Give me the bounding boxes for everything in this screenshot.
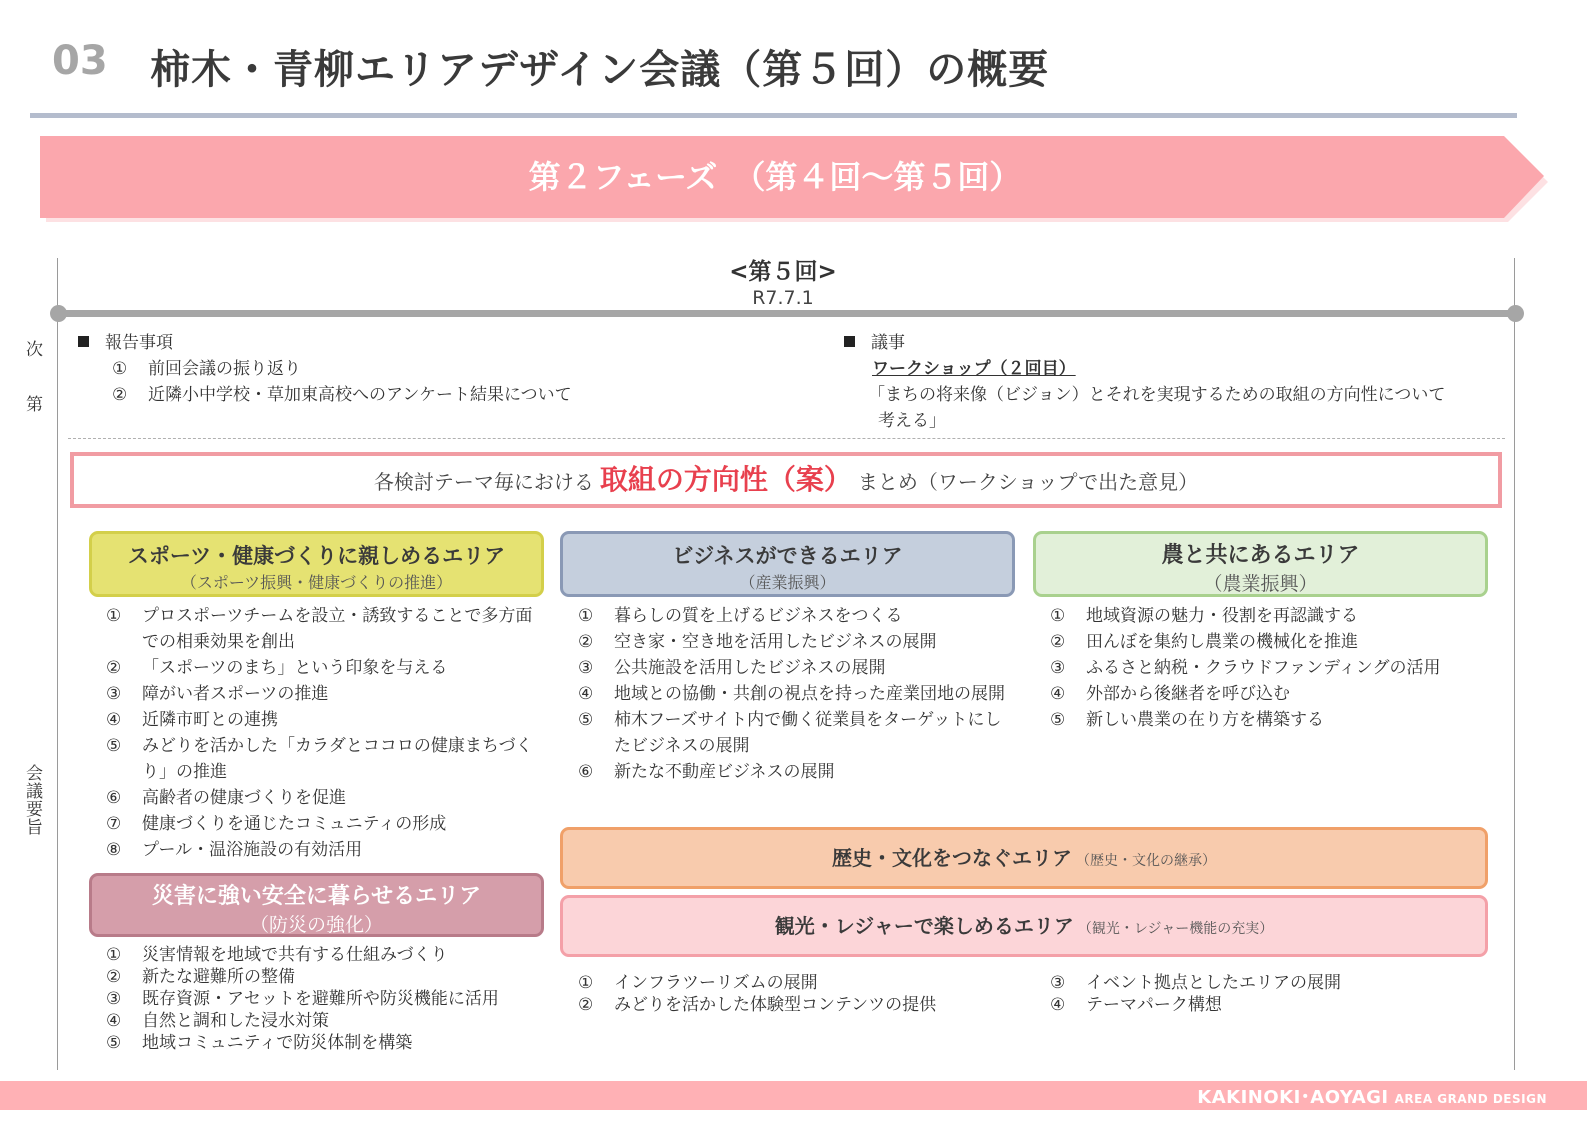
list-item: ④ 近隣市町との連携 (106, 710, 278, 730)
square-bullet-icon (78, 336, 89, 347)
list-item: ④ テーマパーク構想 (1050, 995, 1222, 1015)
phase-banner-text: 第２フェーズ （第４回～第５回） (528, 158, 1022, 196)
list-item: ③ ふるさと納税・クラウドファンディングの活用 (1050, 658, 1441, 678)
workshop-theme-line-2: 考える」 (878, 411, 946, 431)
summary-banner: 各検討テーマ毎における 取組の方向性（案） まとめ（ワークショップで出た意見） (70, 452, 1502, 508)
list-item: ⑤ みどりを活かした「カラダとココロの健康まちづくり」の推進 (106, 736, 533, 782)
list-item: ⑦ 健康づくりを通じたコミュニティの形成 (106, 814, 447, 834)
area-history-header: 歴史・文化をつなぐエリア （歴史・文化の継承） (560, 827, 1488, 889)
workshop-theme-line-1: 「まちの将来像（ビジョン）とそれを実現するための取組の方向性について (868, 385, 1446, 405)
list-item: ① 暮らしの質を上げるビジネスをつくる (578, 606, 903, 626)
timeline-bar (58, 310, 1516, 317)
area-agriculture-header: 農と共にあるエリア （農業振興） (1033, 531, 1488, 597)
timeline-end-dot (1507, 305, 1524, 322)
area-tourism-list-right (1050, 972, 1490, 1016)
list-item: ③ 既存資源・アセットを避難所や防災機能に活用 (106, 989, 499, 1009)
area-disaster-list (106, 944, 546, 1054)
area-tourism-list-left (578, 972, 1018, 1016)
list-item: ④ 地域との協働・共創の視点を持った産業団地の展開 (578, 684, 1005, 704)
area-tourism-header: 観光・レジャーで楽しめるエリア （観光・レジャー機能の充実） (560, 895, 1488, 957)
list-item: ⑥ 高齢者の健康づくりを促進 (106, 788, 346, 808)
list-item: ② 空き家・空き地を活用したビジネスの展開 (578, 632, 937, 652)
side-label-agenda-1: 次 (26, 340, 43, 360)
report-item: ① 前回会議の振り返り (112, 359, 301, 379)
square-bullet-icon (844, 336, 855, 347)
side-label-agenda-2: 第 (26, 395, 43, 415)
area-business-list (578, 603, 1008, 785)
list-item: ④ 自然と調和した浸水対策 (106, 1011, 329, 1031)
side-label-summary: 会 議 要 旨 (26, 764, 43, 838)
report-heading: 報告事項 (78, 330, 798, 356)
list-item: ⑤ 地域コミュニティで防災体制を構築 (106, 1033, 413, 1053)
proceedings-section (844, 330, 1504, 434)
list-item: ① プロスポーツチームを設立・誘致することで多方面での相乗効果を創出 (106, 606, 533, 652)
header-divider (30, 113, 1517, 118)
area-sports-list (106, 603, 546, 863)
summary-highlight: 取組の方向性（案） (599, 463, 852, 496)
report-section (78, 330, 798, 408)
frame-right-line (1514, 258, 1515, 1070)
list-item: ① 災害情報を地域で共有する仕組みづくり (106, 945, 448, 965)
page-title: 柿木・青柳エリアデザイン会議（第５回）の概要 (150, 47, 1050, 93)
list-item: ② 田んぼを集約し農業の機械化を推進 (1050, 632, 1358, 652)
meeting-date: R7.7.1 (752, 287, 814, 309)
list-item: ② 「スポーツのまち」という印象を与える (106, 658, 448, 678)
list-item: ⑥ 新たな不動産ビジネスの展開 (578, 762, 835, 782)
list-item: ⑧ プール・温浴施設の有効活用 (106, 840, 363, 860)
list-item: ③ 障がい者スポーツの推進 (106, 684, 329, 704)
workshop-title: ワークショップ（２回目） (872, 359, 1076, 379)
report-item: ② 近隣小中学校・草加東高校へのアンケート結果について (112, 385, 572, 405)
section-number: 03 (52, 38, 108, 84)
timeline-start-dot (50, 305, 67, 322)
area-agriculture-list (1050, 603, 1490, 733)
area-business-header: ビジネスができるエリア （産業振興） (560, 531, 1015, 597)
dashed-divider (68, 438, 1505, 439)
list-item: ① インフラツーリズムの展開 (578, 973, 818, 993)
list-item: ③ イベント拠点としたエリアの展開 (1050, 973, 1341, 993)
list-item: ① 地域資源の魅力・役割を再認識する (1050, 606, 1358, 626)
list-item: ② みどりを活かした体験型コンテンツの提供 (578, 995, 937, 1015)
area-sports-header: スポーツ・健康づくりに親しめるエリア （スポーツ振興・健康づくりの推進） (89, 531, 544, 597)
list-item: ③ 公共施設を活用したビジネスの展開 (578, 658, 886, 678)
list-item: ② 新たな避難所の整備 (106, 967, 295, 987)
list-item: ⑤ 柿木フーズサイト内で働く従業員をターゲットにしたビジネスの展開 (578, 710, 1002, 756)
area-disaster-header: 災害に強い安全に暮らせるエリア （防災の強化） (89, 873, 544, 937)
proceedings-heading: 議事 (844, 330, 1504, 356)
list-item: ⑤ 新しい農業の在り方を構築する (1050, 710, 1324, 730)
meeting-title: <第５回> (729, 259, 837, 285)
footer-brand: KAKINOKI･AOYAGI AREA GRAND DESIGN (1197, 1087, 1547, 1108)
frame-left-line (57, 258, 58, 1070)
list-item: ④ 外部から後継者を呼び込む (1050, 684, 1290, 704)
